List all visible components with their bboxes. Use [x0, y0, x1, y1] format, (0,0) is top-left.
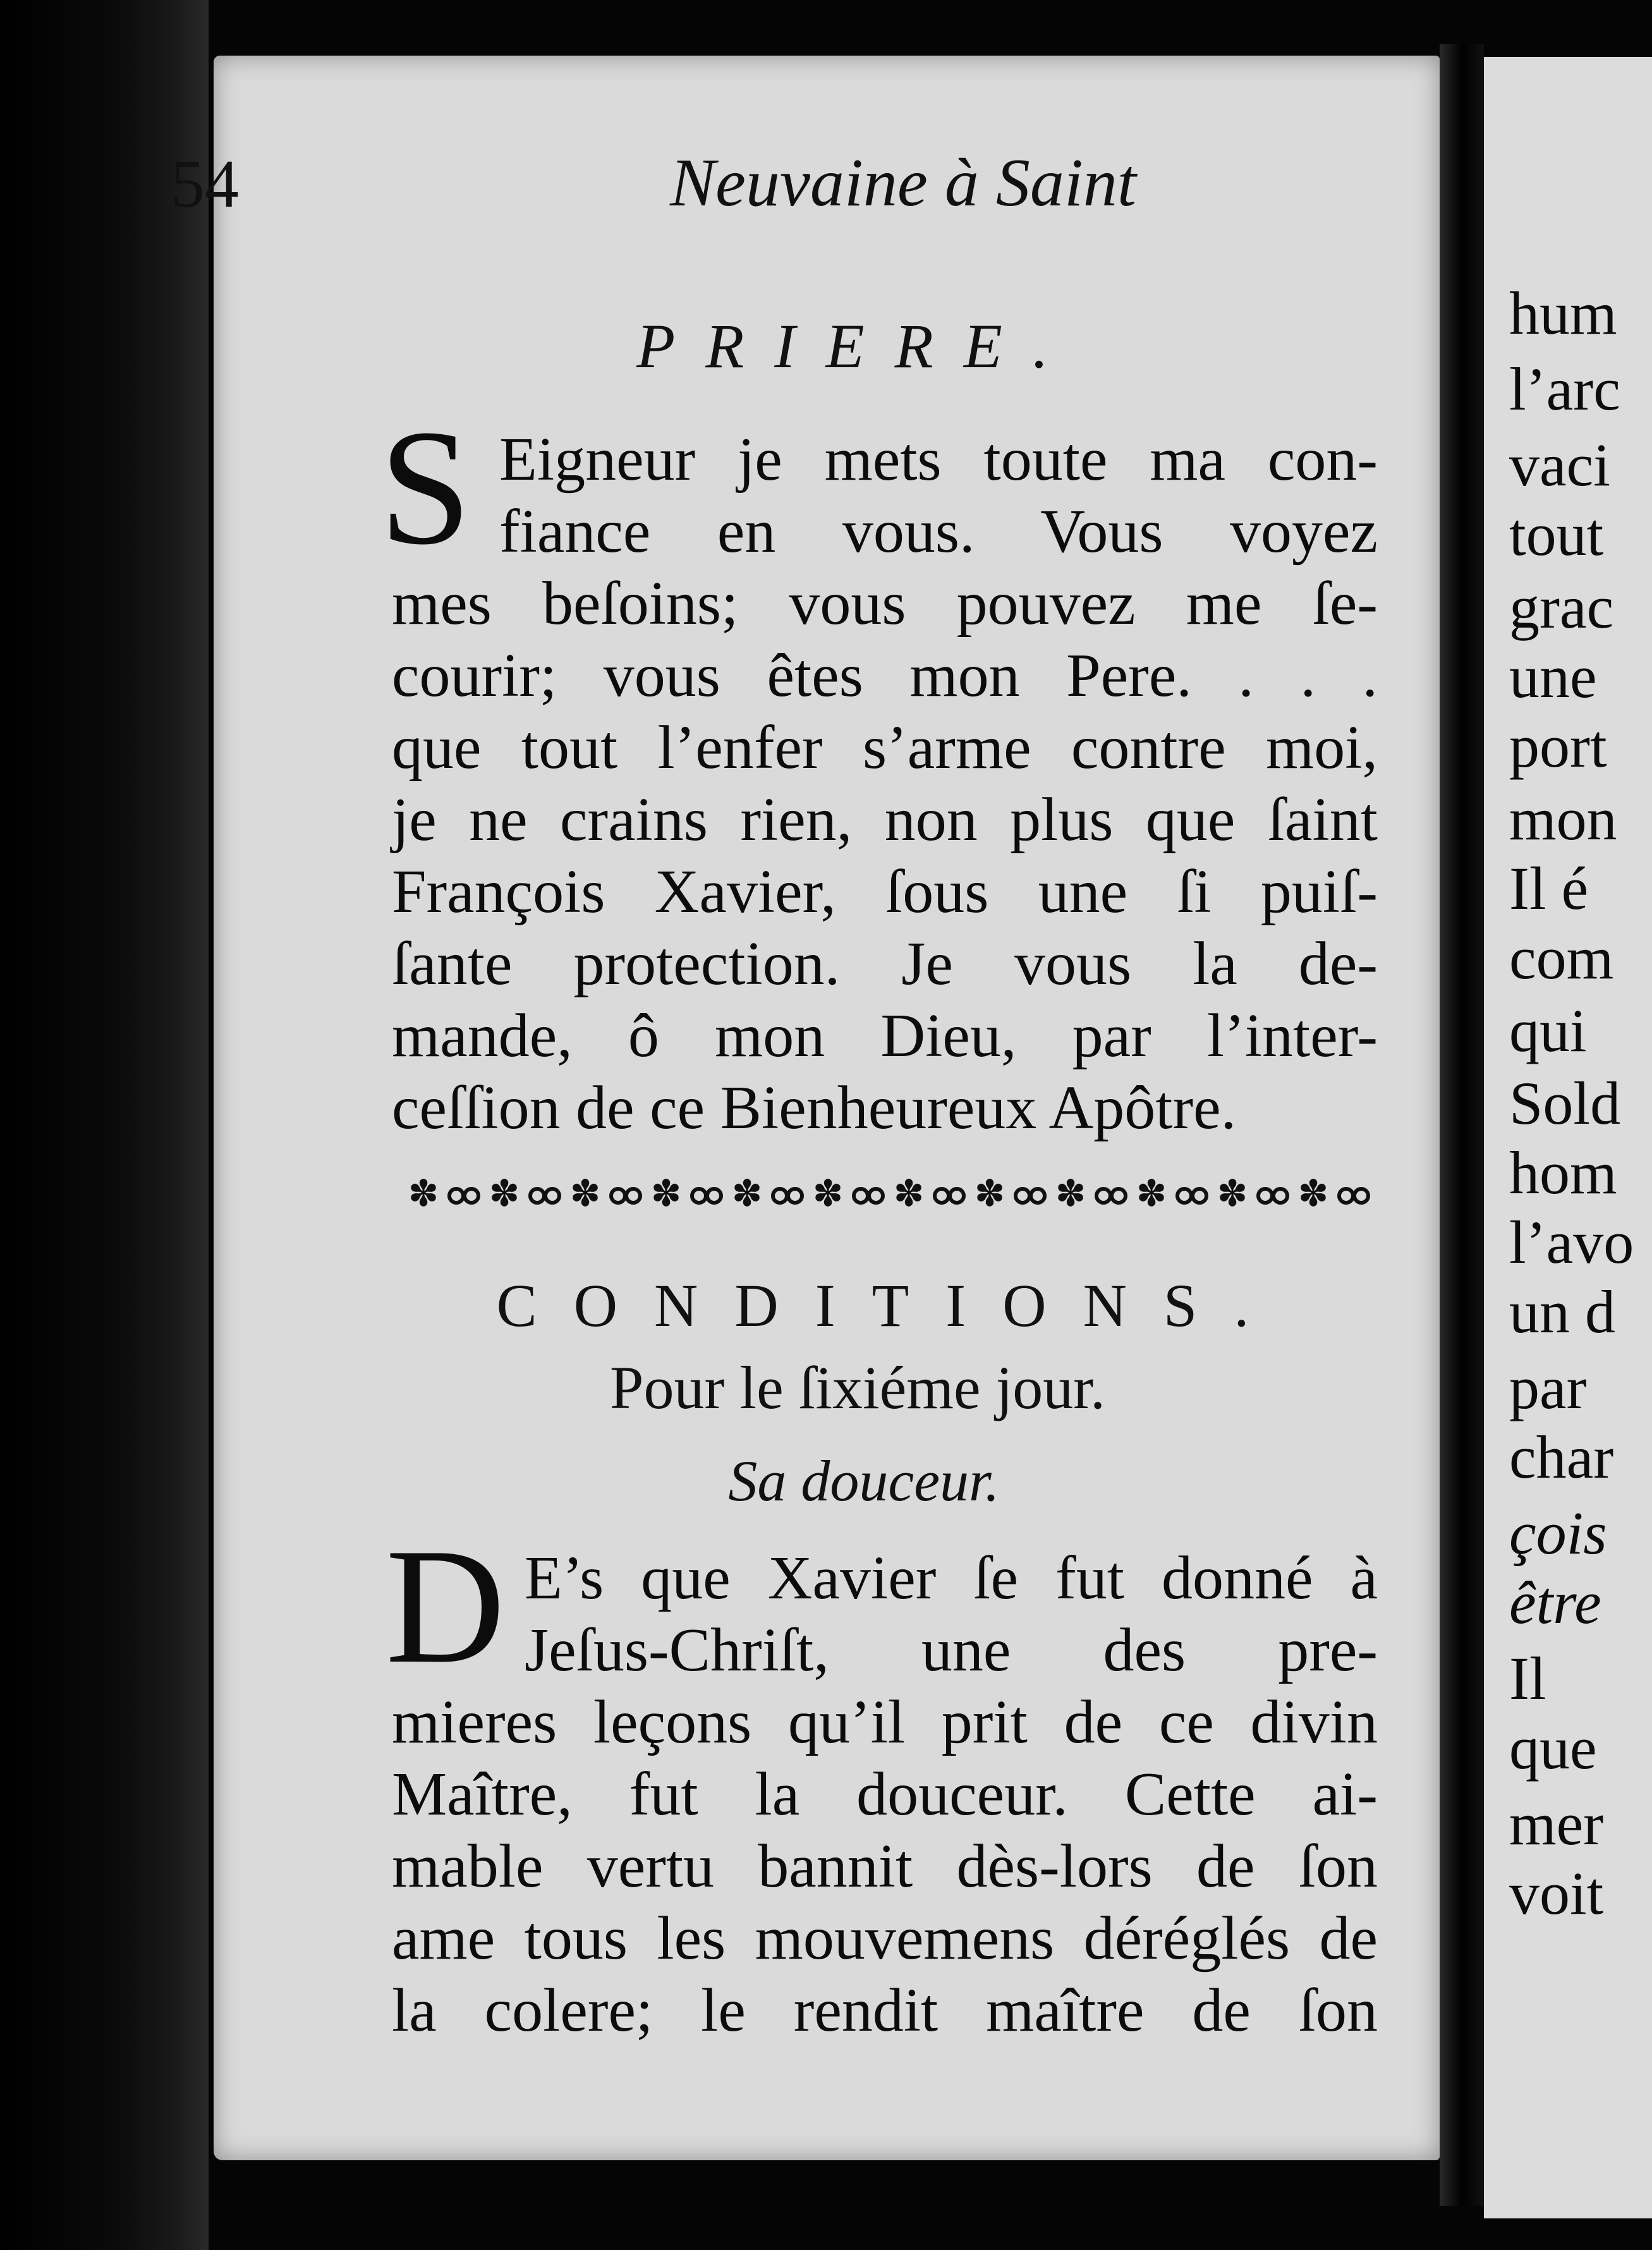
running-head: Neuvaine à Saint — [670, 145, 1136, 221]
conditions-text-line: Maître, fut la douceur. Cette ai- — [392, 1760, 1378, 1828]
priere-text-line: mande, ô mon Dieu, par l’inter- — [392, 1002, 1378, 1070]
priere-text — [392, 423, 1378, 1144]
conditions-text — [392, 1542, 1378, 2046]
priere-text-line: que tout l’enfer s’arme contre moi, — [392, 714, 1378, 782]
svg-text:✽: ✽ — [1055, 1176, 1086, 1213]
svg-text:✽: ✽ — [812, 1176, 844, 1213]
conditions-text-line: ame tous les mouvemens déréglés de — [392, 1904, 1378, 1973]
facing-page-line: hum — [1509, 279, 1617, 347]
ornamental-divider — [404, 1176, 1378, 1213]
facing-page-line: grac — [1509, 573, 1614, 641]
svg-text:✽: ✽ — [893, 1176, 925, 1213]
conditions-text-line: E’s que Xavier ſe fut donné à — [525, 1544, 1378, 1612]
facing-page-line: un d — [1509, 1278, 1615, 1346]
facing-page-line: hom — [1509, 1139, 1617, 1207]
priere-text-line: je ne crains rien, non plus que ſaint — [392, 786, 1378, 854]
conditions-text-line: Jeſus-Chriſt, une des pre- — [525, 1616, 1378, 1684]
priere-text-line: Eigneur je mets toute ma con- — [499, 425, 1378, 494]
svg-text:✽: ✽ — [650, 1176, 682, 1213]
priere-text-line: fiance en vous. Vous voyez — [499, 497, 1378, 566]
facing-page-line: voit — [1509, 1859, 1604, 1927]
facing-page-line: l’avo — [1509, 1208, 1634, 1276]
page-number: 54 — [171, 147, 239, 222]
facing-page-line: port — [1509, 712, 1607, 780]
priere-text-line: mes beſoins; vous pouvez me ſe- — [392, 569, 1378, 638]
section-title: Sa douceur. — [728, 1449, 1000, 1513]
svg-text:✽: ✽ — [569, 1176, 601, 1213]
facing-page-line: çois — [1509, 1499, 1607, 1567]
priere-text-line: ceſſion de ce Bienheureux Apôtre. — [392, 1074, 1237, 1142]
conditions-text-line: la colere; le rendit maître de ſon — [392, 1976, 1378, 2045]
facing-page-line: vaci — [1509, 431, 1610, 499]
conditions-dropcap: D — [386, 1514, 506, 1698]
facing-page-line: char — [1509, 1423, 1614, 1491]
svg-text:✽: ✽ — [1297, 1176, 1329, 1213]
conditions-text-line: mieres leçons qu’il prit de ce divin — [392, 1688, 1378, 1756]
facing-page-line: Il é — [1509, 854, 1589, 922]
facing-page-line: Sold — [1509, 1069, 1621, 1137]
facing-page-line: com — [1509, 924, 1614, 992]
svg-text:✽: ✽ — [489, 1176, 520, 1213]
conditions-text-line: mable vertu bannit dès-lors de ſon — [392, 1832, 1378, 1900]
conditions-heading: CONDITIONS. — [496, 1272, 1286, 1339]
facing-page-line: être — [1509, 1569, 1601, 1636]
svg-text:✽: ✽ — [1217, 1176, 1248, 1213]
svg-text:✽: ✽ — [408, 1176, 439, 1213]
svg-text:✽: ✽ — [974, 1176, 1005, 1213]
facing-page-line: tout — [1509, 501, 1604, 568]
facing-page-line: par — [1509, 1354, 1587, 1421]
priere-dropcap: S — [379, 396, 471, 579]
svg-text:✽: ✽ — [1136, 1176, 1167, 1213]
svg-text:✽: ✽ — [731, 1176, 763, 1213]
facing-page-line: que — [1509, 1714, 1597, 1782]
facing-page-line: mer — [1509, 1790, 1604, 1858]
priere-text-line: François Xavier, ſous une ſi puiſ- — [392, 858, 1378, 926]
facing-page-line: Il — [1509, 1645, 1546, 1712]
priere-text-line: ſante protection. Je vous la de- — [392, 930, 1378, 998]
conditions-subheading: Pour le ſixiéme jour. — [610, 1354, 1105, 1421]
priere-text-line: courir; vous êtes mon Pere. . . . — [392, 642, 1378, 710]
facing-page-line: mon — [1509, 785, 1617, 853]
facing-page-line: l’arc — [1509, 355, 1620, 423]
priere-heading: PRIERE. — [636, 311, 1079, 381]
facing-page-line: qui — [1509, 997, 1587, 1064]
facing-page-line: une — [1509, 643, 1597, 710]
